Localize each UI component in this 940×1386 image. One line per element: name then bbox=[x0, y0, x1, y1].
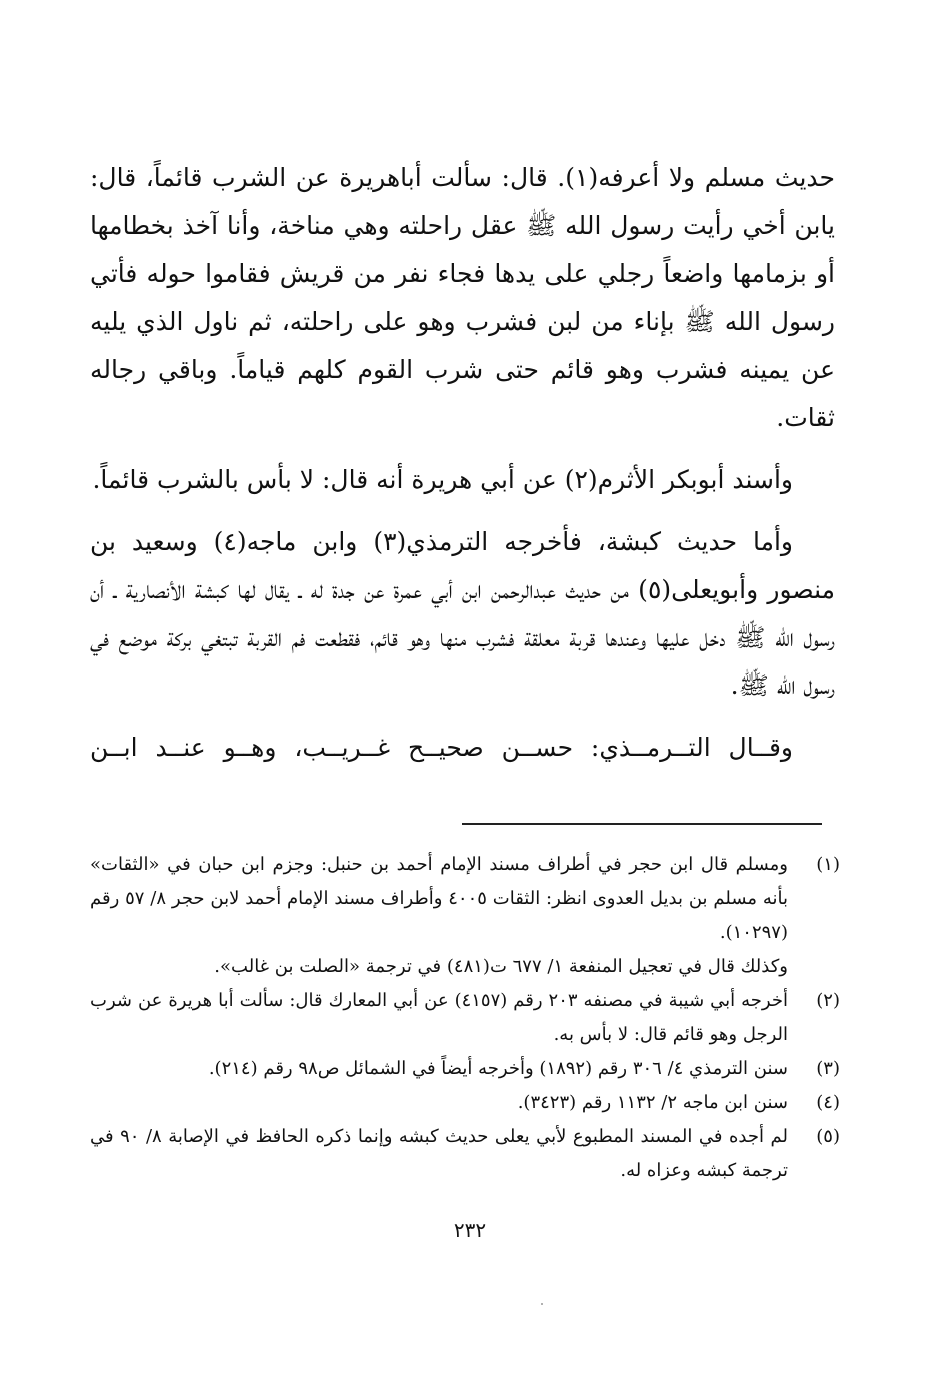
footnote-separator bbox=[462, 823, 822, 825]
main-text bbox=[90, 154, 835, 786]
footnote-text: سنن الترمذي ٤/ ٣٠٦ رقم (١٨٩٢) وأخرجه أيضاً في الشمائل ص٩٨ رقم (٢١٤). bbox=[208, 1058, 788, 1079]
footnote-1-continuation: وكذلك قال في تعجيل المنفعة ١/ ٦٧٧ ت(٤٨١) في ترجمة «الصلت بن غالب». bbox=[214, 956, 788, 977]
footnote-3 bbox=[90, 1052, 840, 1086]
footnote-5 bbox=[90, 1120, 840, 1188]
footnote-4 bbox=[90, 1086, 840, 1120]
footnotes bbox=[90, 848, 840, 1188]
footnote-text: لم أجده في المسند المطبوع لأبي يعلى حديث كبشه وإنما ذكره الحافظ في الإصابة ٨/ ٩٠ في ترجمة كبشه وعزاه له. bbox=[90, 1126, 788, 1181]
footnote-text: سنن ابن ماجه ٢/ ١١٣٢ رقم (٣٤٢٣). bbox=[517, 1092, 788, 1113]
footnote-number: (٣) bbox=[816, 1058, 840, 1079]
footnote-2 bbox=[90, 984, 840, 1052]
footnote-number: (١) bbox=[816, 854, 840, 875]
footnote-number: (٤) bbox=[816, 1092, 840, 1113]
footnote-1 bbox=[90, 848, 840, 950]
paragraph-3: وأما حديث كبشة، فأخرجه الترمذي(٣) وابن ماجه(٤) وسعيد بن منصور وأبويعلى(٥) من حديث عبدالرحمن ابن أبي عمرة عن جدة له ـ يقال لها كبشة الأنصارية ـ أن رسول الله ﷺ دخل عليها وعندها قربة معلقة فشرب منها وهو قائم، فقطعت فم القربة تبتغي بركة موضع في رسول الله ﷺ. bbox=[90, 527, 836, 700]
scan-speck bbox=[541, 1303, 543, 1305]
page-number: ٢٣٢ bbox=[453, 1218, 487, 1242]
paragraph-4: وقــال التــرمــذي: حســن صحيــح غــريــب، وهــو عنــد ابــن bbox=[90, 733, 793, 762]
paragraph-1: حديث مسلم ولا أعرفه(١). قال: سألت أباهريرة عن الشرب قائماً، قال: يابن أخي رأيت رسول الله ﷺ عقل راحلته وهي مناخة، وأنا آخذ بخطامها أو بزمامها واضعاً رجلي على يدها فجاء نفر من قريش فقاموا حوله فأتي رسول الله ﷺ بإناء من لبن فشرب وهو على راحلته، ثم ناول الذي يليه عن يمينه فشرب وهو قائم حتى شرب القوم كلهم قياماً. وباقي رجاله ثقات. bbox=[90, 163, 835, 432]
footnote-text: ومسلم قال ابن حجر في أطراف مسند الإمام أحمد بن حنبل: وجزم ابن حبان في «الثقات» بأنه مسلم بن بديل العدوى انظر: الثقات ٤٠٠٥ وأطراف مسند الإمام أحمد لابن حجر ٨/ ٥٧ رقم (١٠٢٩٧). bbox=[90, 854, 789, 943]
footnote-number: (٢) bbox=[816, 990, 840, 1011]
footnote-text: أخرجه أبي شيبة في مصنفه ٢٠٣ رقم (٤١٥٧) عن أبي المعارك قال: سألت أبا هريرة عن شرب الرجل وهو قائم قال: لا بأس به. bbox=[90, 990, 788, 1045]
footnote-number: (٥) bbox=[816, 1126, 840, 1147]
paragraph-2: وأسند أبوبكر الأثرم(٢) عن أبي هريرة أنه قال: لا بأس بالشرب قائماً. bbox=[92, 465, 793, 494]
